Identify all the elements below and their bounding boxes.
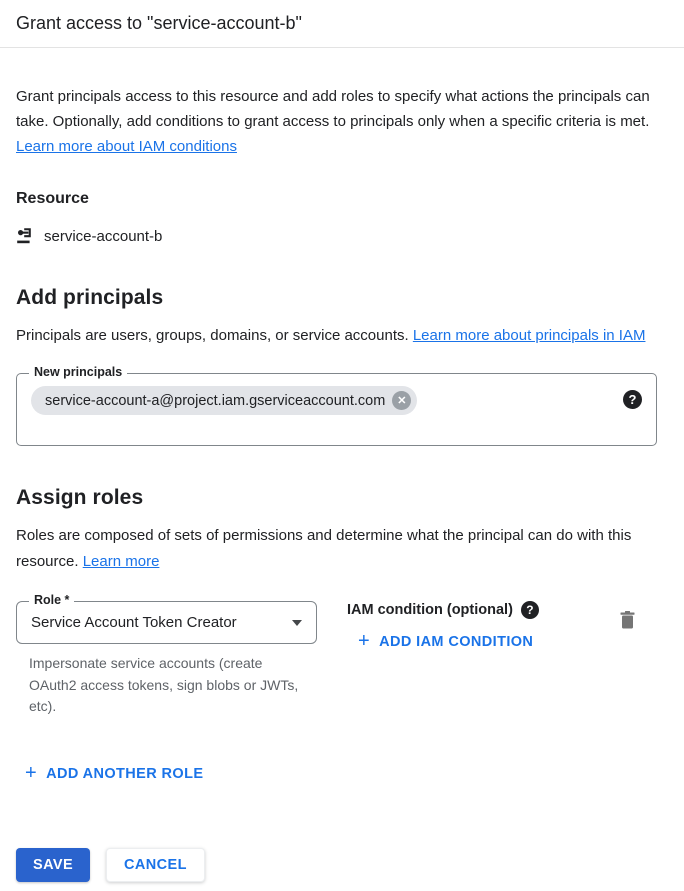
trash-icon <box>619 610 636 629</box>
iam-condition-column <box>347 601 617 653</box>
new-principals-field[interactable] <box>16 365 657 446</box>
dialog-description <box>16 84 664 159</box>
principals-learn-more-link[interactable]: Learn more about principals in IAM <box>412 327 646 344</box>
new-principals-label: New principals <box>29 365 127 379</box>
resource-name: service-account-b <box>44 228 163 245</box>
principal-chip <box>31 386 417 415</box>
plus-icon: + <box>25 761 38 784</box>
cancel-button[interactable]: CANCEL <box>106 848 205 882</box>
principals-help-icon[interactable]: ? <box>623 390 642 409</box>
roles-learn-more-link[interactable]: Learn more <box>82 553 160 570</box>
add-iam-condition-label: ADD IAM CONDITION <box>379 634 534 650</box>
iam-conditions-link[interactable]: Learn more about IAM conditions <box>16 138 237 155</box>
chevron-down-icon <box>292 620 302 626</box>
role-label: Role * <box>29 593 74 607</box>
role-binding-row <box>16 593 668 718</box>
delete-role-button[interactable] <box>617 608 638 634</box>
role-helper-text: Impersonate service accounts (create OAuth2 access tokens, sign blobs or JWTs, etc). <box>29 655 299 714</box>
assign-roles-description <box>16 523 664 575</box>
iam-condition-label: IAM condition (optional) <box>347 602 513 618</box>
add-principals-description <box>16 323 664 349</box>
resource-heading: Resource <box>16 190 89 207</box>
dialog-title: Grant access to "service-account-b" <box>0 0 684 48</box>
chip-remove-icon[interactable]: ✕ <box>392 391 411 410</box>
role-selected-value: Service Account Token Creator <box>31 614 237 631</box>
assign-roles-heading: Assign roles <box>16 486 144 509</box>
resource-row <box>16 227 668 246</box>
dialog-actions <box>16 848 668 882</box>
description-text: Grant principals access to this resource and add roles to specify what actions the principals can take. Optionally, add conditions to grant access to principals only when a specific criteria is met. <box>16 88 650 130</box>
add-another-role-button[interactable] <box>25 761 204 784</box>
add-another-role-label: ADD ANOTHER ROLE <box>46 765 204 782</box>
iam-condition-help-icon[interactable]: ? <box>521 601 539 619</box>
save-button[interactable]: SAVE <box>16 848 90 882</box>
principals-description-text: Principals are users, groups, domains, or service accounts. <box>16 327 413 344</box>
add-iam-condition-button[interactable] <box>358 632 533 652</box>
add-principals-heading: Add principals <box>16 286 164 309</box>
plus-icon: + <box>358 630 371 652</box>
role-column <box>16 593 317 718</box>
roles-description-text: Roles are composed of sets of permissions and determine what the principal can do with this resource. <box>16 527 632 570</box>
principal-chip-text: service-account-a@project.iam.gserviceaccount.com <box>45 392 386 409</box>
role-select[interactable] <box>16 593 317 644</box>
service-account-icon <box>16 227 35 246</box>
